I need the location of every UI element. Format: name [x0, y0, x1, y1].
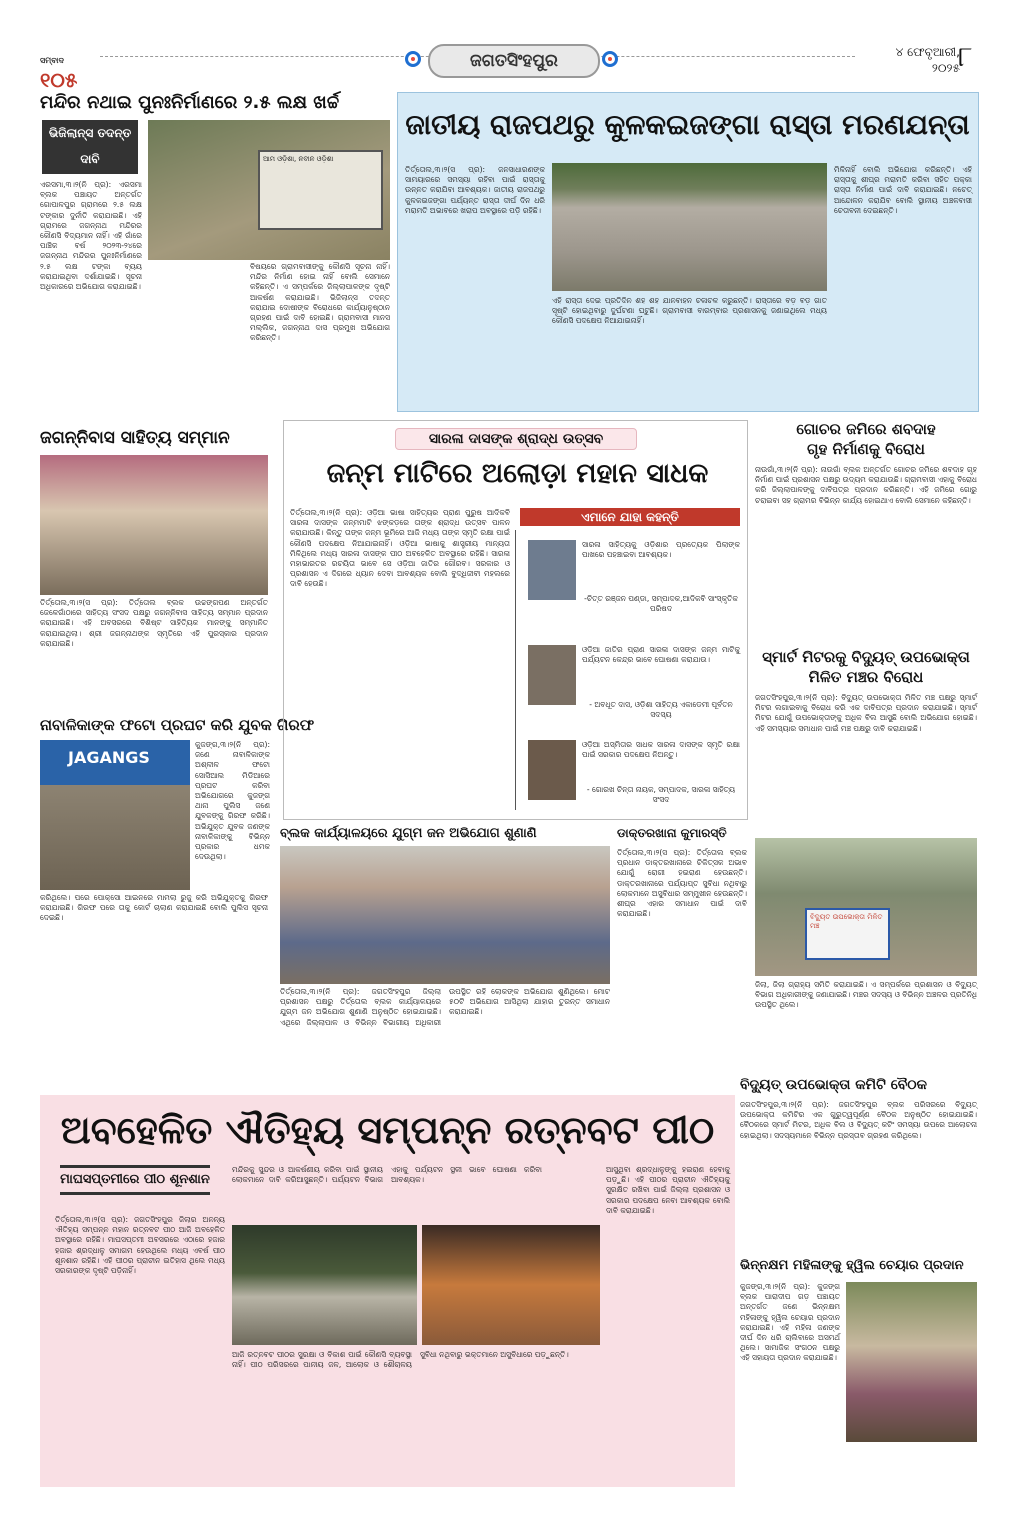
gochar-headline-1: ଗୋଚର ଜମିରେ ଶବଦାହ — [796, 420, 936, 438]
temple-headline: ମନ୍ଦିର ନଥାଇ ପୁନଃନିର୍ମାଣରେ ୨.୫ ଲକ୍ଷ ଖର୍ଚ୍ଚ — [40, 92, 340, 113]
heritage-headline: ଅବହେଳିତ ଐତିହ୍ୟ ସମ୍ପନ୍ନ ରତ୍ନବଟ ପୀଠ — [60, 1108, 715, 1152]
sahitya-body: ତିର୍ତ୍ତୋଲ,୩।୨(ସ ପ୍ର): ତିର୍ତ୍ତୋଲ ବ୍ଲକ ଉଚ୍ଚଙ୍ଗପଣ ଅନ୍ତର୍ଗତ ଜେଳେଗାଁଠାରେ ସାହିତ୍ୟ ସଂସଦ ପକ୍ଷରୁ ଜଗନ୍ନିବାସ ସାହିତ୍ୟ ସମ୍ମାନ ପ୍ରଦାନ କରାଯାଇଛି। ଏହି ଅବସରରେ ବିଶିଷ୍ଟ ସାହିତ୍ୟିକ ମାନଙ୍କୁ ସମ୍ମାନିତ କରାଯାଇଥିଲା। ଶ୍ରୀ ଜଗନ୍ନାଥଙ୍କ ସ୍ମୃତିରେ ଏହି ପୁରସ୍କାର ପ୍ରଦାନ କରାଯାଇଛି। — [40, 598, 268, 648]
road-headline: ଜାତୀୟ ରାଜପଥରୁ କୁଳକଇଜଙ୍ଗା ରାସ୍ତା ମରଣଯନ୍ତା — [405, 108, 970, 141]
temple-body-col2: ବିଷୟରେ ଗ୍ରାମବାସୀଙ୍କୁ କୌଣସି ସୂଚନା ନାହିଁ। ମନ୍ଦିର ନିର୍ମାଣ ହୋଇ ନାହିଁ ବୋଲି ସେମାନେ କହିଛନ୍ତି। ଏ ସମ୍ପର୍କରେ ଜିଲ୍ଲାପାଳଙ୍କ ଦୃଷ୍ଟି ଆକର୍ଷଣ କରାଯାଇଛି। ଭିଜିଲାନ୍ସ ତଦନ୍ତ କରାଯାଇ ଦୋଷୀଙ୍କ ବିରୋଧରେ କାର୍ଯ୍ୟାନୁଷ୍ଠାନ ଗ୍ରହଣ ପାଇଁ ଦାବି ହୋଇଛି। ଗ୍ରାମବାସୀ ମାନସ ମଲ୍ଲିକ, ଜଗନ୍ନାଥ ଦାସ ପ୍ରମୁଖ ଅଭିଯୋଗ କରିଛନ୍ତି। — [250, 262, 390, 343]
temple-signboard — [258, 150, 383, 230]
header-right-dot-icon — [602, 51, 618, 67]
heritage-body-col3: ଆଜି ରତ୍ନବଟ ପୀଠର ସୁରକ୍ଷା ଓ ବିକାଶ ପାଇଁ କୌଣସି ବ୍ୟବସ୍ଥା ନାହିଁ। ପୀଠ ପରିସରରେ ପାନୀୟ ଜଳ, ଆଲୋକ ଓ ଶୌଚାଳୟ ସୁବିଧା ନଥିବାରୁ ଭକ୍ତମାନେ ଅସୁବିଧାରେ ପଡ଼ୁଛନ୍ତି। — [232, 1350, 569, 1370]
quote3-portrait — [528, 740, 576, 800]
sahitya-headline: ଜଗନ୍ନିବାସ ସାହିତ୍ୟ ସମ୍ମାନ — [40, 428, 230, 448]
temple-sign-text: ଆମ ଓଡ଼ିଶା, ନବୀନ ଓଡ଼ିଶା — [263, 155, 334, 163]
quote1-name: -ଚିତ୍ତ ରଞ୍ଜନ ପଣ୍ଡା, ସମ୍ପାଦକ,ଆଦିକବି ସାଂସ୍କୃତିକ ପରିଷଦ — [584, 594, 738, 614]
gochar-body: ନାଉଗାଁ,୩।୨(ନି ପ୍ର): ନାଉଗାଁ ବ୍ଲକ ଅନ୍ତର୍ଗତ ଗୋଚର ଜମିରେ ଶବଦାହ ଗୃହ ନିର୍ମାଣ ପାଇଁ ପ୍ରଶାସନ ପକ୍ଷରୁ ଉଦ୍ୟମ କରାଯାଉଛି। ଗ୍ରାମବାସୀ ଏହାକୁ ବିରୋଧ କରି ଜିଲ୍ଲାପାଳଙ୍କୁ ଦାବିପତ୍ର ପ୍ରଦାନ କରିଛନ୍ତି। ଏହି ଜମିରେ ଗୋରୁ ଚରାଇବା ସହ ଗ୍ରାମର ବିଭିନ୍ନ କାର୍ଯ୍ୟ ହୋଇଥାଏ ବୋଲି ସେମାନେ କହିଛନ୍ତି। — [755, 465, 977, 505]
wheelchair-body: କୁଜଙ୍ଗ,୩।୨(ନି ପ୍ର): କୁଜଙ୍ଗ ବ୍ଲକ ପାରାଦୀପ ଗଡ଼ ପଞ୍ଚାୟତ ଅନ୍ତର୍ଗତ ଜଣେ ଭିନ୍ନକ୍ଷମ ମହିଳାଙ୍କୁ ହ୍ୱିଲ ଚେୟାର ପ୍ରଦାନ କରାଯାଇଛି। ଏହି ମହିଳା ଜଣଙ୍କ ଦୀର୍ଘ ଦିନ ଧରି ଚାଲିବାରେ ଅସମର୍ଥ ଥିଲେ। ସାମାଜିକ ସଂଗଠନ ପକ୍ଷରୁ ଏହି ସହାୟତା ପ୍ରଦାନ କରାଯାଇଛି। — [740, 1282, 840, 1363]
hearing-headline: ବ୍ଲକ କାର୍ଯ୍ୟାଳୟରେ ଯୁଗ୍ମ ଜନ ଅଭିଯୋଗ ଶୁଣାଣି — [280, 826, 537, 841]
heritage-photo-2 — [422, 1225, 600, 1345]
page-number: ୮ — [958, 40, 973, 73]
masthead-logo-sub: ସମ୍ବାଦ — [40, 56, 64, 65]
meter-headline-1: ସ୍ମାର୍ଟ ମିଟରକୁ ବିଦ୍ୟୁତ୍ ଉପଭୋକ୍ତା — [762, 648, 970, 666]
masthead-logo-number: ୧୦୫ — [40, 68, 78, 92]
temple-body-col1: ଏରସମା,୩।୨(ନି ପ୍ର): ଏରସମା ବ୍ଲକ ପଞ୍ଚାୟତ ଅନ୍ତର୍ଗତ ଗୋପାଳପୁର ଗ୍ରାମରେ ୨.୫ ଲକ୍ଷ ଟଙ୍କାର ଦୁର୍ନୀତି କରାଯାଇଛି। ଏହି ଗ୍ରାମରେ ଜଗନ୍ନାଥ ମନ୍ଦିରର କୌଣସି ବିଦ୍ୟମାନ ନାହିଁ। ଏହି ଗାଁରେ ପାଞ୍ଚିକ ବର୍ଷ ୨୦୨୩-୨୪ରେ ଜଗନ୍ନାଥ ମନ୍ଦିରର ପୁନଃନିର୍ମାଣରେ ୨.୫ ଲକ୍ଷ ଟଙ୍କା ବ୍ୟୟ କରାଯାଇଥିବା ଦର୍ଶାଯାଇଛି। ସୂଚନା ଅଧିକାରରେ ଅଭିଯୋଗ କରାଯାଇଛି। — [40, 180, 142, 292]
gochar-headline-2: ଗୃହ ନିର୍ମାଣକୁ ବିରୋଧ — [807, 440, 925, 458]
sarala-divider — [515, 530, 516, 810]
camp-headline: ଡାକ୍ତରଖାନା କୁମାରସ୍ତି — [617, 826, 727, 840]
minor-photo-banner: JAGANGS — [68, 748, 150, 767]
meter-photo — [755, 838, 977, 976]
issue-date-line1: ୪ ଫେବୃଆରୀ, — [895, 45, 960, 59]
meter-body: ଜଗତସିଂହପୁର,୩।୨(ନି ପ୍ର): ବିଦ୍ୟୁତ୍ ଉପଭୋକ୍ତା ମିଳିତ ମଞ୍ଚ ପକ୍ଷରୁ ସ୍ମାର୍ଟ ମିଟର ଲଗାଇବାକୁ ବିରୋଧ କରି ଏକ ଦାବିପତ୍ର ପ୍ରଦାନ କରାଯାଇଛି। ସ୍ମାର୍ଟ ମିଟର ଯୋଗୁଁ ଉପଭୋକ୍ତାଙ୍କୁ ଅଧିକ ବିଲ ଆସୁଛି ବୋଲି ଅଭିଯୋଗ ହୋଇଛି। ଏହି ସମସ୍ୟାର ସମାଧାନ ପାଇଁ ମଞ୍ଚ ପକ୍ଷରୁ ଦାବି କରାଯାଇଛି। — [755, 693, 977, 733]
heritage-body-col4: ଆସୁଥିବା ଶ୍ରଦ୍ଧାଳୁଙ୍କୁ ହଇରାଣ ହେବାକୁ ପଡ଼ୁଛି। ଏହି ପୀଠର ପ୍ରାଚୀନ ଐତିହ୍ୟକୁ ସୁରକ୍ଷିତ ରଖିବା ପାଇଁ ଜିଲ୍ଲା ପ୍ରଶାସନ ଓ ସରକାର ପଦକ୍ଷେପ ନେବା ଆବଶ୍ୟକ ବୋଲି ଦାବି କରାଯାଇଛି। — [606, 1165, 730, 1215]
sarala-quotes-title: ଏମାନେ ଯାହା କହନ୍ତି — [520, 508, 740, 526]
quote1-portrait — [528, 540, 576, 600]
heritage-photo-1 — [232, 1225, 417, 1345]
meter-headline-2: ମିଳିତ ମଞ୍ଚର ବିରୋଧ — [808, 668, 924, 686]
heritage-body-col2: ମନ୍ଦିରକୁ ସୁନ୍ଦର ଓ ଆକର୍ଷଣୀୟ କରିବା ପାଇଁ ସ୍ଥାନୀୟ ଲୋକମାନେ ଦାବି କରିଆସୁଛନ୍ତି। ପର୍ଯ୍ୟଟନ ବିଭାଗ ଏହାକୁ ପର୍ଯ୍ୟଟନ ସ୍ଥଳୀ ଭାବେ ଘୋଷଣା କରିବା ଆବଶ୍ୟକ। — [232, 1165, 542, 1185]
quote1-text: ସାରଳା ସାହିତ୍ୟକୁ ଓଡ଼ିଶାର ପ୍ରତ୍ୟେକ ପିଲାଙ୍କ ପାଖରେ ପହଞ୍ଚାଇବା ଆବଶ୍ୟକ। — [582, 540, 740, 560]
minor-body-col2: କରିଥିଲେ। ପରେ ପୋକ୍ସୋ ଆଇନରେ ମାମଲା ରୁଜୁ କରି ଅଭିଯୁକ୍ତକୁ ଗିରଫ କରାଯାଇଛି। ଗିରଫ ପରେ ତାକୁ କୋର୍ଟ ଚାଲାଣ କରାଯାଇଛି ବୋଲି ପୁଲିସ ସୂଚନା ଦେଇଛି। — [40, 893, 268, 923]
wheelchair-headline: ଭିନ୍ନକ୍ଷମ ମହିଳାଙ୍କୁ ହ୍ୱିଲ ଚେୟାର ପ୍ରଦାନ — [740, 1258, 964, 1273]
road-body-col3: ମିଳିନାହିଁ ବୋଲି ଅଭିଯୋଗ କରିଛନ୍ତି। ଏହି ରାସ୍ତାକୁ ଶୀଘ୍ର ମରାମତି କରିବା ସହିତ ପକ୍କା ରାସ୍ତା ନିର୍ମାଣ ପାଇଁ ଦାବି କରାଯାଇଛି। ନଚେତ୍ ଆନ୍ଦୋଳନ କରାଯିବ ବୋଲି ସ୍ଥାନୀୟ ଅଞ୍ଚଳବାସୀ ଚେତାବନୀ ଦେଇଛନ୍ତି। — [834, 165, 972, 215]
hearing-body: ତିର୍ତ୍ତୋଲ,୩।୨(ନି ପ୍ର): ଜଗତସିଂହପୁର ଜିଲ୍ଲା ପ୍ରଶାସନ ପକ୍ଷରୁ ତିର୍ତ୍ତୋଲ ବ୍ଲକ କାର୍ଯ୍ୟାଳୟରେ ଯୁଗ୍ମ ଜନ ଅଭିଯୋଗ ଶୁଣାଣି ଅନୁଷ୍ଠିତ ହୋଇଯାଇଛି। ଏଥିରେ ଜିଲ୍ଲାପାଳ ଓ ବିଭିନ୍ନ ବିଭାଗୀୟ ଅଧିକାରୀ ଉପସ୍ଥିତ ରହି ଲୋକଙ୍କ ଅଭିଯୋଗ ଶୁଣିଥିଲେ। ମୋଟ ୫୦ଟି ଅଭିଯୋଗ ଆସିଥିଲା ଯାହାର ତୁରନ୍ତ ସମାଧାନ କରାଯାଇଛି। — [280, 987, 610, 1027]
meter-sign — [805, 908, 890, 960]
minor-photo — [40, 740, 190, 890]
sarala-headline: ଜନ୍ମ ମାଟିରେ ଅଲୋଡ଼ା ମହାନ ସାଧକ — [326, 458, 709, 489]
road-photo — [552, 163, 827, 291]
minor-headline: ନାବାଳିକାଙ୍କ ଫଟୋ ପ୍ରଘଟ କରି ଯୁବକ ଗିରଫ — [40, 716, 315, 734]
meter-sign-text: ବିଦ୍ୟୁତ ଉପଭୋକ୍ତା ମିଳିତ ମଞ୍ଚ — [810, 913, 883, 930]
temple-kicker: ଭିଜିଲାନ୍ସ ତଦନ୍ତ ଦାବି — [42, 120, 138, 174]
header-left-dot-icon — [405, 51, 421, 67]
quote2-name: - ଅବଧୂତ ଦାସ, ଓଡ଼ିଶା ସାହିତ୍ୟ ଏକାଡେମୀ ପୂର୍ବତନ ସଦସ୍ୟ — [589, 700, 733, 720]
road-body-col2: ଏହି ରାସ୍ତା ଦେଇ ପ୍ରତିଦିନ ଶହ ଶହ ଯାନବାହନ ଚଳାଚଳ କରୁଛନ୍ତି। ରାସ୍ତାରେ ବଡ଼ ବଡ଼ ଗାତ ସୃଷ୍ଟି ହୋଇଥିବାରୁ ଦୁର୍ଘଟଣା ଘଟୁଛି। ଗ୍ରାମବାସୀ ବାରମ୍ବାର ପ୍ରଶାସନକୁ ଜଣାଇଥିଲେ ମଧ୍ୟ କୌଣସି ପଦକ୍ଷେପ ନିଆଯାଇନାହିଁ। — [552, 296, 827, 326]
sarala-body: ତିର୍ତ୍ତୋଲ,୩।୨(ନି ପ୍ର): ଓଡ଼ିଆ ଭାଷା ସାହିତ୍ୟର ପ୍ରାଣ ପୁରୁଷ ଆଦିକବି ସାରଳା ଦାସଙ୍କ ଜନ୍ମମାଟି ଝଙ୍କଡ଼ରେ ତାଙ୍କ ଶ୍ରାଦ୍ଧ ଉତ୍ସବ ପାଳନ କରାଯାଉଛି। କିନ୍ତୁ ତାଙ୍କ ଜନ୍ମ ଭୂମିରେ ଆଜି ମଧ୍ୟ ତାଙ୍କ ସ୍ମୃତି ରକ୍ଷା ପାଇଁ କୌଣସି ପଦକ୍ଷେପ ନିଆଯାଇନାହିଁ। ଓଡ଼ିଆ ଭାଷାକୁ ଶାସ୍ତ୍ରୀୟ ମାନ୍ୟତା ମିଳିଥିଲେ ମଧ୍ୟ ସାରଳା ଦାସଙ୍କ ପୀଠ ଅବହେଳିତ ଅବସ୍ଥାରେ ରହିଛି। ସାରଳା ମହାଭାରତର ରଚୟିତା ଭାବେ ସେ ଓଡ଼ିଆ ଜାତିର ଗୌରବ। ସରକାର ଓ ପ୍ରଶାସନ ଏ ଦିଗରେ ଧ୍ୟାନ ଦେବା ଆବଶ୍ୟକ ବୋଲି ବୁଦ୍ଧିଜୀବୀ ମହଲରେ ଦାବି ହେଉଛି। — [290, 508, 510, 589]
road-body-col1: ତିର୍ତ୍ତୋଲ,୩।୨(ସ ପ୍ର): ଜନସାଧାରଣଙ୍କ ସାମୟାରରେ ସମସ୍ୟା ରହିବା ପାଇଁ ରାସ୍ତାକୁ ଉନ୍ନତ କରାଯିବା ଆବଶ୍ୟକ। ଜାତୀୟ ରାଜପଥରୁ କୁଳକଇଜଙ୍ଗା ପର୍ଯ୍ୟନ୍ତ ରାସ୍ତା ଦୀର୍ଘ ଦିନ ଧରି ମରାମତି ଅଭାବରେ ଖରାପ ଅବସ୍ଥାରେ ପଡ଼ି ରହିଛି। — [405, 165, 545, 215]
sahitya-photo — [40, 455, 268, 595]
quote3-text: ଓଡ଼ିଆ ଅସ୍ମିତାର ସାଧକ ସାରଳା ଦାସଙ୍କ ସ୍ମୃତି ରକ୍ଷା ପାଇଁ ସରକାର ପଦକ୍ଷେପ ନିଅନ୍ତୁ। — [582, 740, 740, 760]
power-committee-body: ଜଗତସିଂହପୁର,୩।୨(ନି ପ୍ର): ଜଗତସିଂହପୁର ବ୍ଲକ ପରିସରରେ ବିଦ୍ୟୁତ୍ ଉପଭୋକ୍ତା କମିଟିର ଏକ ଗୁରୁତ୍ୱପୂର୍ଣ୍ଣ ବୈଠକ ଅନୁଷ୍ଠିତ ହୋଇଯାଇଛି। ବୈଠକରେ ସ୍ମାର୍ଟ ମିଟର, ଅଧିକ ବିଲ ଓ ବିଦ୍ୟୁତ୍ କଟିଂ ସମସ୍ୟା ଉପରେ ଆଲୋଚନା ହୋଇଥିଲା। ସଦସ୍ୟମାନେ ବିଭିନ୍ନ ପ୍ରସ୍ତାବ ଗ୍ରହଣ କରିଥିଲେ। — [740, 1100, 977, 1140]
camp-body: ତିର୍ତ୍ତୋଲ,୩।୨(ସ ପ୍ର): ତିର୍ତ୍ତୋଲ ବ୍ଲକ ପ୍ରଧାନ ଡାକ୍ତରଖାନାରେ ଚିକିତ୍ସକ ଅଭାବ ଯୋଗୁଁ ରୋଗୀ ହଇରାଣ ହେଉଛନ୍ତି। ଡାକ୍ତରଖାନାରେ ପର୍ଯ୍ୟାପ୍ତ ସୁବିଧା ନଥିବାରୁ ଲୋକମାନେ ଅସୁବିଧାର ସମ୍ମୁଖୀନ ହେଉଛନ୍ତି। ଶୀଘ୍ର ଏହାର ସମାଧାନ ପାଇଁ ଦାବି କରାଯାଇଛି। — [617, 848, 747, 919]
quote2-portrait — [528, 645, 576, 705]
wheelchair-photo — [846, 1282, 977, 1442]
heritage-body-col1: ତିର୍ତ୍ତୋଲ,୩।୨(ସ ପ୍ର): ଜଗତସିଂହପୁର ଜିଲାର ଅନନ୍ୟ ଐତିହ୍ୟ ସମ୍ପନ୍ନ ମହାନ ରତ୍ନବଟ ପୀଠ ଆଜି ଅବହେଳିତ ଅବସ୍ଥାରେ ରହିଛି। ମାଘସପ୍ତମୀ ଅବସରରେ ଏଠାରେ ହଜାର ହଜାର ଶ୍ରଦ୍ଧାଳୁ ସମାଗମ ହେଉଥିଲେ ମଧ୍ୟ ଏବର୍ଷ ପୀଠ ଶୂନଶାନ ରହିଛି। ଏହି ପୀଠର ପ୍ରାଚୀନ ଇତିହାସ ଥିଲେ ମଧ୍ୟ ସରକାରଙ୍କ ଦୃଷ୍ଟି ପଡ଼ିନାହିଁ। — [55, 1215, 225, 1276]
minor-body-col1: କୁଜଙ୍ଗ,୩।୨(ନି ପ୍ର): ଜଣେ ନାବାଳିକାଙ୍କ ଅଶ୍ଳୀଳ ଫଟୋ ସୋସିଆଲ ମିଡିଆରେ ପ୍ରଘଟ କରିବା ଅଭିଯୋଗରେ କୁଜଙ୍ଗ ଥାନା ପୁଲିସ ଜଣେ ଯୁବକଙ୍କୁ ଗିରଫ କରିଛି। ଅଭିଯୁକ୍ତ ଯୁବକ ଜଣଙ୍କ ନାବାଳିକାଙ୍କୁ ବିଭିନ୍ନ ପ୍ରକାର ଧମକ ଦେଉଥିଲା। — [195, 740, 270, 862]
meter-body-2: ଜିଲା, ଜିଲା ଗ୍ରାହ୍ୟ ସମିତି କରାଯାଇଛି। ଏ ସମ୍ପର୍କରେ ପ୍ରଶାସନ ଓ ବିଦ୍ୟୁତ୍ ବିଭାଗ ଅଧିକାରୀଙ୍କୁ ଜଣାଯାଇଛି। ମଞ୍ଚର ସଦସ୍ୟ ଓ ବିଭିନ୍ନ ଅଞ୍ଚଳର ପ୍ରତିନିଧି ଉପସ୍ଥିତ ଥିଲେ। — [755, 980, 977, 1010]
masthead-logo — [40, 44, 77, 92]
quote2-text: ଓଡ଼ିଆ ଜାତିର ପ୍ରାଣ ସାରଳା ଦାସଙ୍କ ଜନ୍ମ ମାଟିକୁ ପର୍ଯ୍ୟଟନ କେନ୍ଦ୍ର ଭାବେ ଘୋଷଣା କରାଯାଉ। — [582, 645, 740, 665]
quote3-name: - ଗୋରଖ ଚିନ୍ତା ନାୟକ, ସମ୍ପାଦକ, ସାରଳା ସାହିତ୍ୟ ସଂସଦ — [586, 785, 736, 805]
hearing-photo — [280, 846, 610, 984]
section-title: ଜଗତସିଂହପୁର — [428, 44, 600, 78]
issue-date-line2: ୨୦୨୫ — [931, 61, 960, 75]
power-committee-headline: ବିଦ୍ୟୁତ୍ ଉପଭୋକ୍ତା କମିଟି ବୈଠକ — [740, 1077, 927, 1093]
temple-photo — [148, 120, 390, 260]
issue-date — [870, 44, 960, 76]
sarala-kicker: ସାରଳା ଦାସଙ୍କ ଶ୍ରାଦ୍ଧ ଉତ୍ସବ — [395, 428, 637, 450]
heritage-kicker: ମାଘସପ୍ତମୀରେ ପୀଠ ଶୂନଶାନ — [60, 1165, 210, 1195]
